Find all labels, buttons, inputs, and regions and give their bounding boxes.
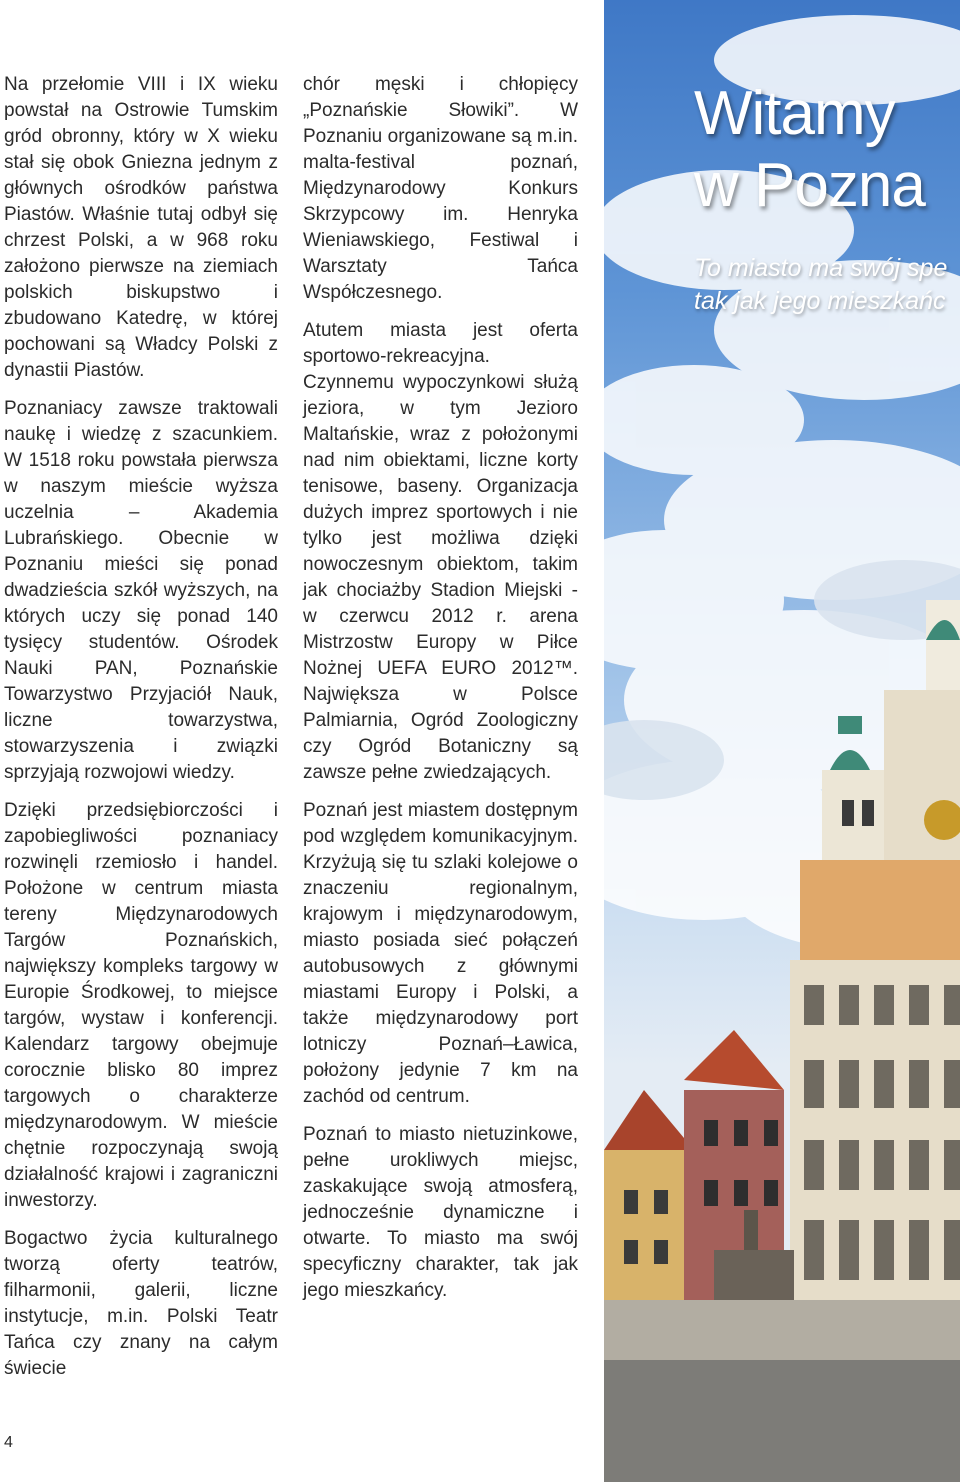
- paragraph: Poznaniacy zawsze traktowali naukę i wiedzę z szacunkiem. W 1518 roku powstała pierwsza w naszym mieście wyższa uczelnia – Akademia Lubrańskiego. Obecnie w Poznaniu mieści się ponad dwadzieścia szkół wyższych, na których uczy się ponad 140 tysięcy studentów. Ośrodek Nauki PAN, Poznańskie Towarzystwo Przyjaciół Nauk, liczne towarzystwa, stowarzyszenia i związki sprzyjają rozwojowi wiedzy.: [4, 398, 278, 783]
- paragraph: Bogactwo życia kulturalnego tworzą oferty teatrów, filharmonii, galerii, liczne instytucje, m.in. Polski Teatr Tańca czy znany na całym świecie: [4, 1228, 278, 1379]
- hero-subtitle-line: To miasto ma swój spe: [694, 254, 948, 282]
- town-hall-illustration: [604, 0, 960, 1482]
- paragraph: Dzięki przedsiębiorczości i zapobiegliwości poznaniacy rozwinęli rzemiosło i handel. Położone w centrum miasta tereny Międzynarodowych Targów Poznańskich, największy kompleks targowy w Europie Środkowej, to miejsce targów, wystaw i konferencji. Kalendarz targowy obejmuje corocznie blisko 80 imprez targowych o charakterze międzynarodowym. W mieście chętnie rozpoczynają swoją działalność krajowi i zagraniczni inwestorzy.: [4, 800, 278, 1211]
- hero-title: [694, 78, 925, 222]
- page-number: 4: [4, 1434, 13, 1451]
- paragraph: Atutem miasta jest oferta sportowo-rekreacyjna. Czynnemu wypoczynkowi służą jeziora, w tym Jezioro Maltańskie, wraz z położonymi nad nim obiektami, liczne korty tenisowe, baseny. Organizacja dużych imprez sportowych i nie tylko jest możliwa dzięki nowoczesnym obiektom, takim jak chociażby Stadion Miejski - w czerwcu 2012 r. arena Mistrzostw Europy w Piłce Nożnej UEFA EURO 2012™. Największa w Polsce Palmiarnia, Ogród Zoologiczny czy Ogród Botaniczny są zawsze pełne zwiedzających.: [303, 320, 578, 783]
- town-hall-photo: [604, 0, 960, 1482]
- hero-title-line: Witamy: [694, 79, 895, 148]
- paragraph: chór męski i chłopięcy „Poznańskie Słowiki”. W Poznaniu organizowane są m.in. malta-festival poznań, Międzynarodowy Konkurs Skrzypcowy im. Henryka Wieniawskiego, Festiwal i Warsztaty Tańca Współczesnego.: [303, 74, 578, 303]
- paragraph: Poznań to miasto nietuzinkowe, pełne urokliwych miejsc, zaskakujące swoją atmosferą, jednocześnie dynamiczne i otwarte. To miasto ma swój specyficzny charakter, tak jak jego mieszkańcy.: [303, 1124, 578, 1301]
- left-text-column: [4, 72, 278, 1394]
- hero-title-line: w Pozna: [694, 151, 925, 220]
- paragraph: Na przełomie VIII i IX wieku powstał na Ostrowie Tumskim gród obronny, który w X wieku stał się obok Gniezna jednym z głównych ośrodków państwa Piastów. Właśnie tutaj odbył się chrzest Polski, a w 968 roku założono pierwsze na ziemiach polskich biskupstwo i zbudowano Katedrę, w której pochowani są Władcy Polski z dynastii Piastów.: [4, 74, 278, 381]
- hero-subtitle: [694, 252, 947, 318]
- middle-text-column: [303, 72, 578, 1316]
- hero-subtitle-line: tak jak jego mieszkańc: [694, 287, 946, 315]
- paragraph: Poznań jest miastem dostępnym pod względem komunikacyjnym. Krzyżują się tu szlaki kolejowe o znaczeniu regionalnym, krajowym i międzynarodowym, miasto posiada sieć połączeń autobusowych z głównymi miastami Europy i Polski, a także międzynarodowy port lotniczy Poznań–Ławica, położony jedynie 7 km na zachód od centrum.: [303, 800, 578, 1107]
